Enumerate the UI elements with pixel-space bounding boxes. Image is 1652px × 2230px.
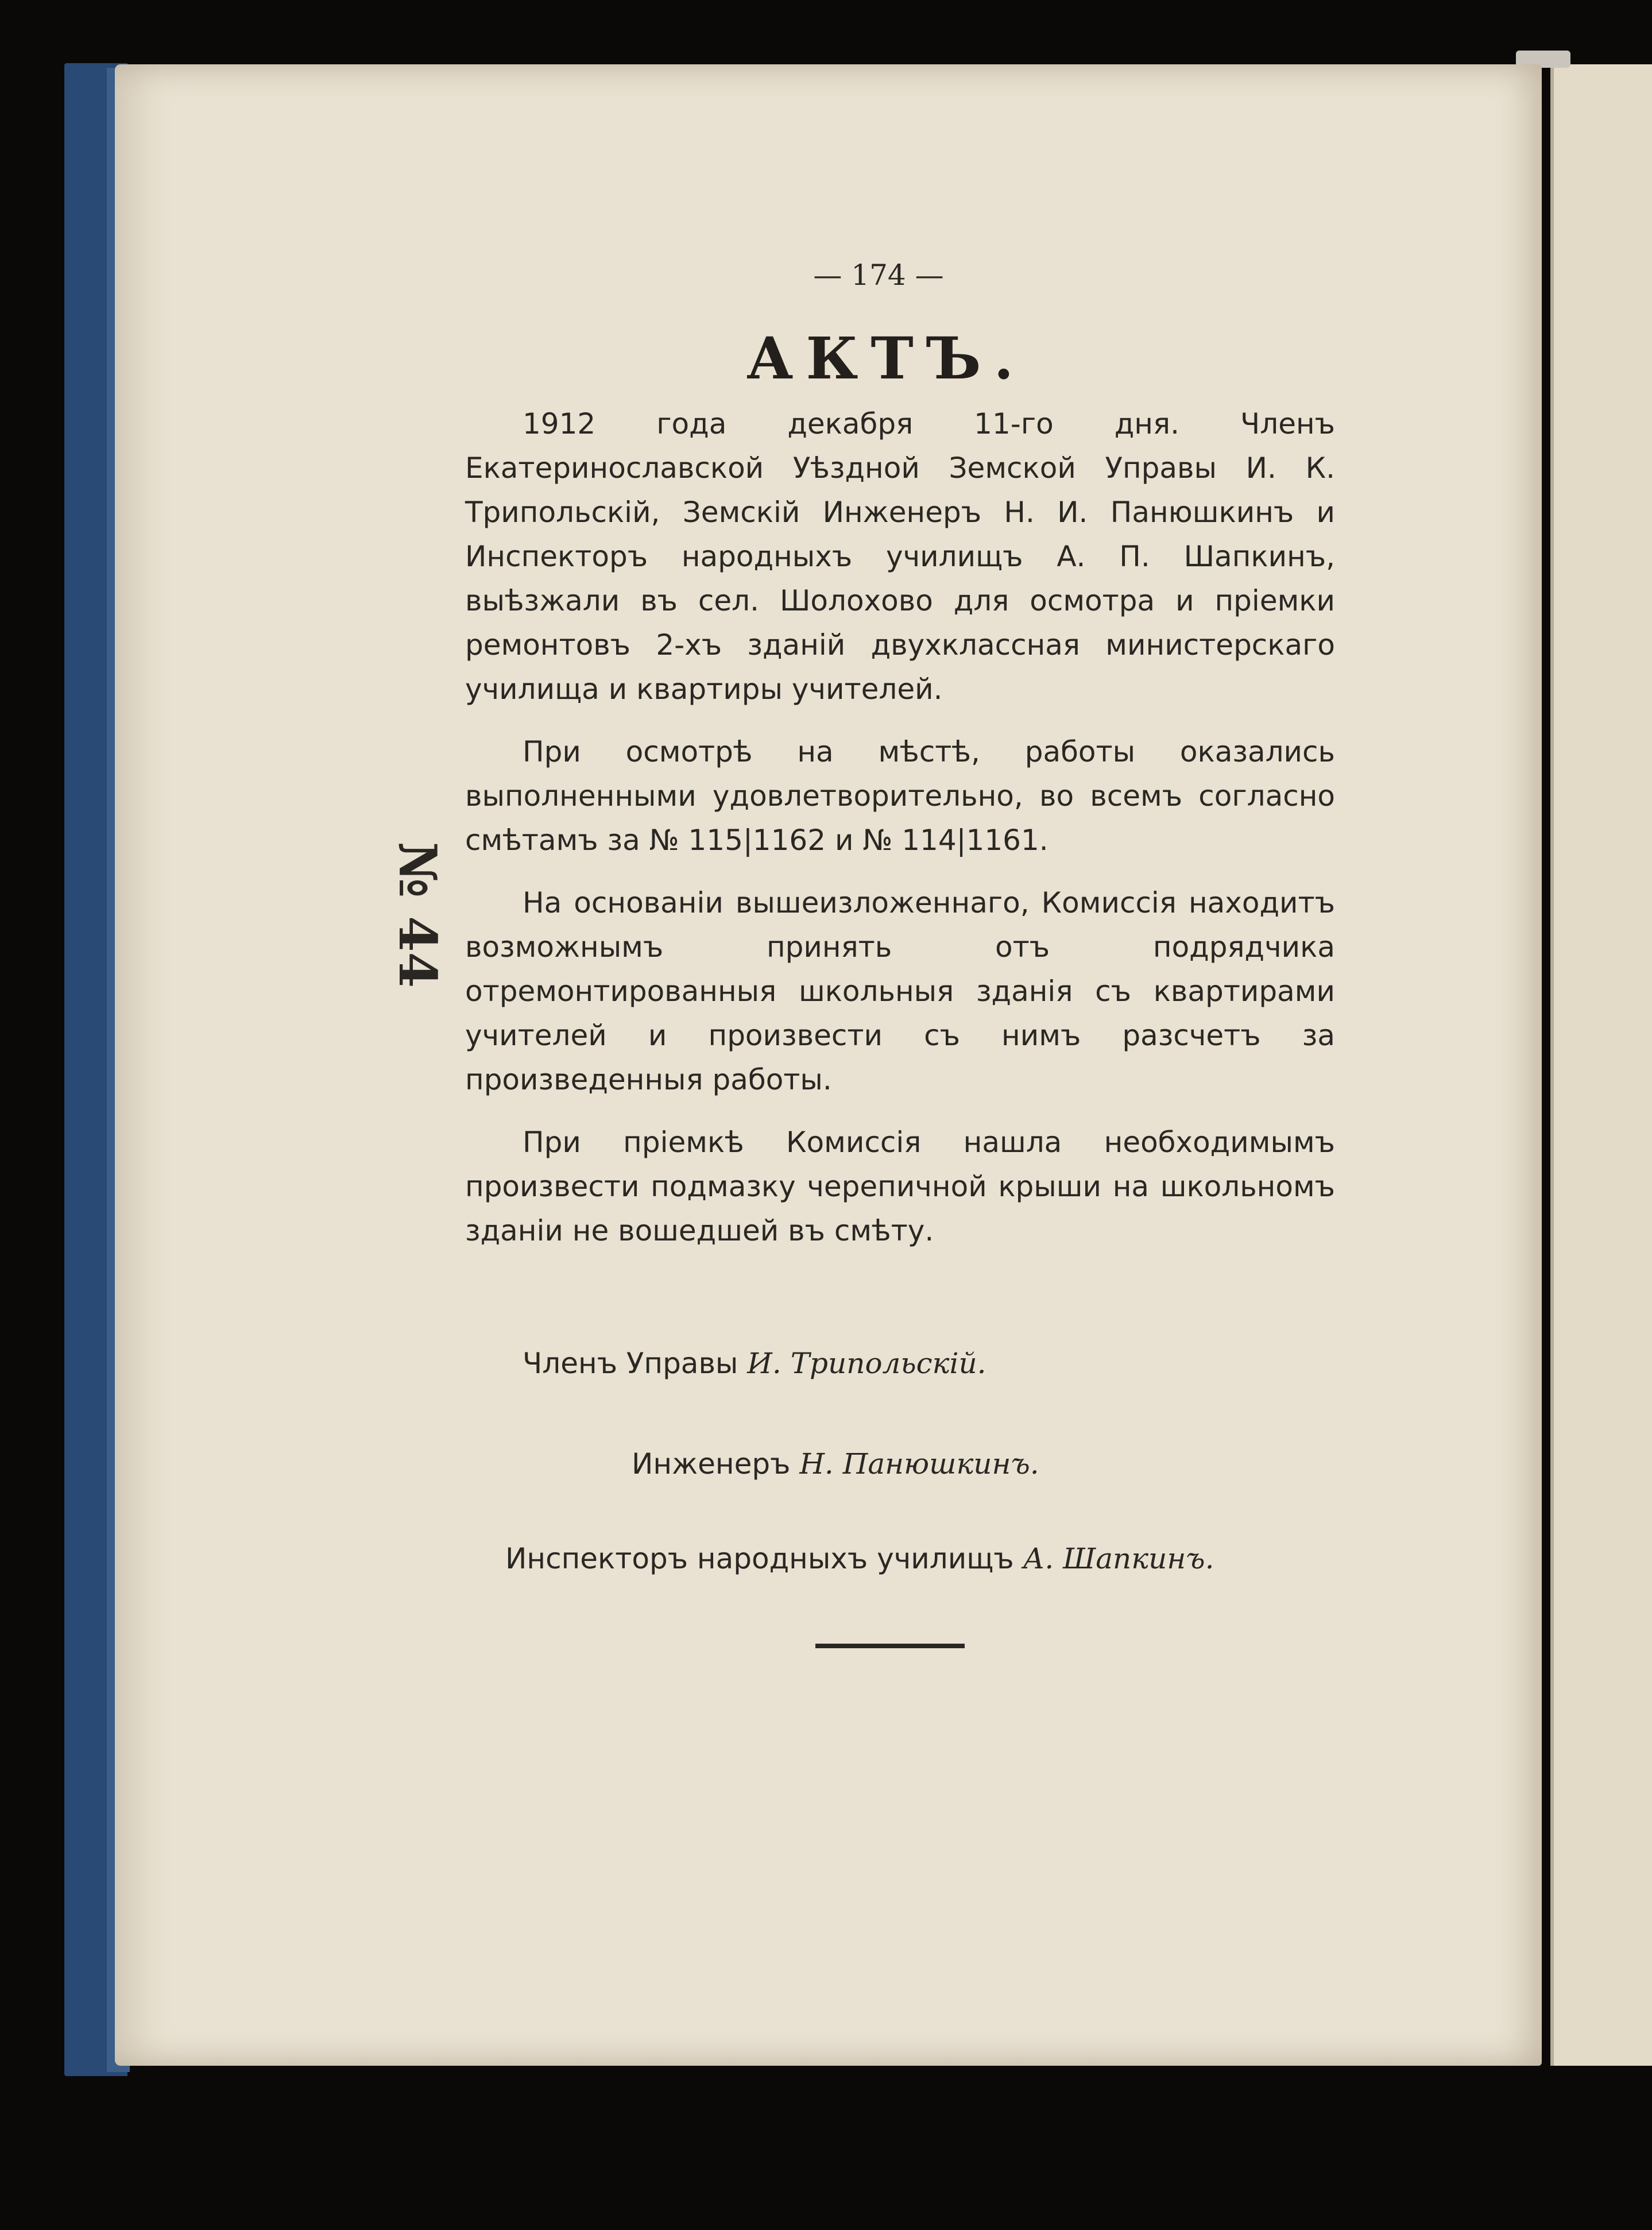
signature-name: И. Трипольскій. [747,1347,986,1380]
signature-name: Н. Панюшкинъ. [799,1447,1039,1481]
signature-role: Инженеръ [632,1447,791,1481]
document-body [465,402,1335,1271]
paragraph-1: 1912 года декабря 11-го дня. Членъ Екатеринославской Уѣздной Земской Управы И. К. Трипольскій, Земскій Инженеръ Н. И. Панюшкинъ и Инспекторъ народныхъ училищъ А. П. Шапкинъ, выѣзжали въ сел. Шолохово для осмотра и пріемки ремонтовъ 2-хъ зданій двухклассная министерскаго училища и квартиры учителей. [465,407,1335,706]
document-title: АКТЪ. [746,324,1027,392]
signature-inspector [505,1542,1214,1575]
signature-role: Членъ Управы [523,1347,738,1380]
page-number: — 174 — [813,258,944,292]
document-number-stamp [350,841,454,988]
paragraph-4: При пріемкѣ Комиссія нашла необходимымъ произвести подмазку черепичной крыши на школьномъ зданіи не вошедшей въ смѣту. [465,1126,1335,1247]
signature-name: А. Шапкинъ. [1023,1542,1214,1575]
signature-member [523,1347,986,1380]
paragraph-3: На основаніи вышеизложеннаго, Комиссія находитъ возможнымъ принять отъ подрядчика отремонтированныя школьныя зданія съ квартирами учителей и произвести съ нимъ разсчетъ за произведенныя работы. [465,886,1335,1096]
paragraph-2: При осмотрѣ на мѣстѣ, работы оказались выполненными удовлетворительно, во всемъ согласно смѣтамъ за № 115|1162 и № 114|1161. [465,735,1335,857]
document-number: № 44 [387,841,448,988]
facing-page-edge [1550,64,1652,2066]
signature-role: Инспекторъ народныхъ училищъ [505,1542,1014,1575]
closing-rule [815,1644,965,1648]
signature-engineer [632,1447,1039,1481]
